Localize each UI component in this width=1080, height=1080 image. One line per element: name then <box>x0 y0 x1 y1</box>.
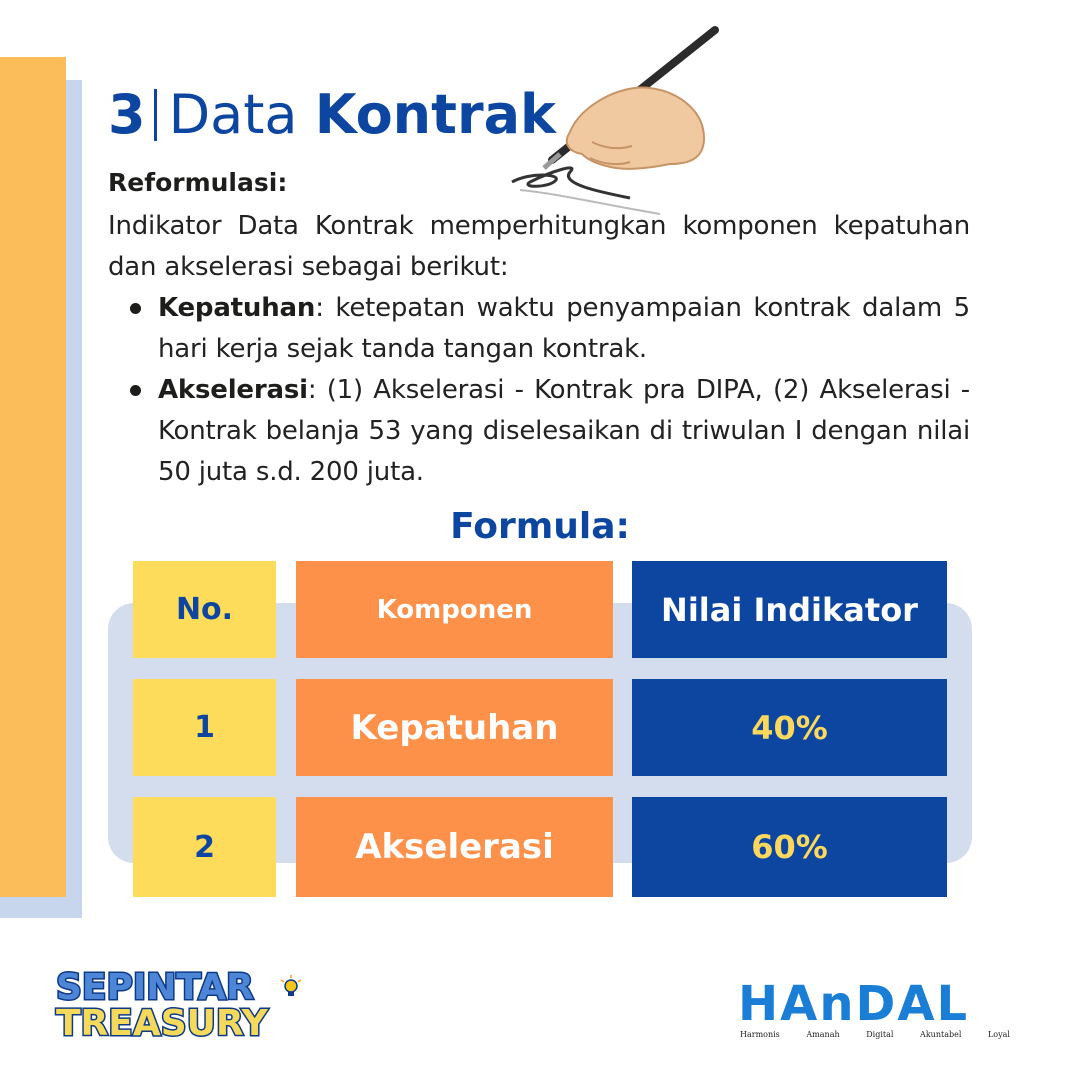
bullet-icon <box>130 303 141 314</box>
header-komponen: Komponen <box>296 561 613 658</box>
handal-wordmark: HAnDAL <box>738 976 970 1032</box>
title-light: Data <box>168 83 315 146</box>
row2-no: 2 <box>133 797 276 897</box>
section-number: 3 <box>108 83 146 146</box>
tagline-word: Digital <box>866 1030 894 1039</box>
title-bold: Kontrak <box>314 83 556 146</box>
bullet-text: : (1) Akselerasi - Kontrak pra DIPA, (2) Akselerasi - Kontrak belanja 53 yang diselesaikan di triwulan I dengan nilai 50 juta s.d. 200 juta. <box>158 375 970 487</box>
logo-line2: TREASURY <box>56 1003 268 1044</box>
header-no: No. <box>133 561 276 658</box>
header-nilai-indikator: Nilai Indikator <box>632 561 947 658</box>
title-divider <box>154 89 157 141</box>
sepintar-treasury-logo <box>56 966 306 1044</box>
tagline-word: Akuntabel <box>920 1030 962 1039</box>
subtitle: Reformulasi: <box>108 168 288 197</box>
handal-tagline <box>740 1030 1010 1039</box>
tagline-word: Amanah <box>806 1030 840 1039</box>
tagline-word: Harmonis <box>740 1030 780 1039</box>
lightbulb-icon <box>278 974 304 1002</box>
bullet-icon <box>130 385 141 396</box>
row1-nilai: 40% <box>632 679 947 776</box>
bullet-term: Kepatuhan <box>158 293 316 323</box>
row1-komponen: Kepatuhan <box>296 679 613 776</box>
decorative-orange-bar <box>0 57 66 897</box>
row2-komponen: Akselerasi <box>296 797 613 897</box>
bullet-term: Akselerasi <box>158 375 308 405</box>
bullet-text: : ketepatan waktu penyampaian kontrak dalam 5 hari kerja sejak tanda tangan kontrak. <box>158 293 970 364</box>
row2-nilai: 60% <box>632 797 947 897</box>
formula-title: Formula: <box>450 506 630 547</box>
writing-hand-icon <box>500 22 720 222</box>
bullet-list <box>130 288 970 493</box>
row1-no: 1 <box>133 679 276 776</box>
list-item <box>130 288 970 370</box>
intro-paragraph: Indikator Data Kontrak memperhitungkan komponen kepatuhan dan akselerasi sebagai berikut: <box>108 211 970 282</box>
logo-line1: SEPINTAR <box>56 967 254 1008</box>
tagline-word: Loyal <box>987 1030 1010 1039</box>
handal-logo <box>738 976 1018 1042</box>
page-title <box>108 82 556 148</box>
list-item <box>130 370 970 493</box>
